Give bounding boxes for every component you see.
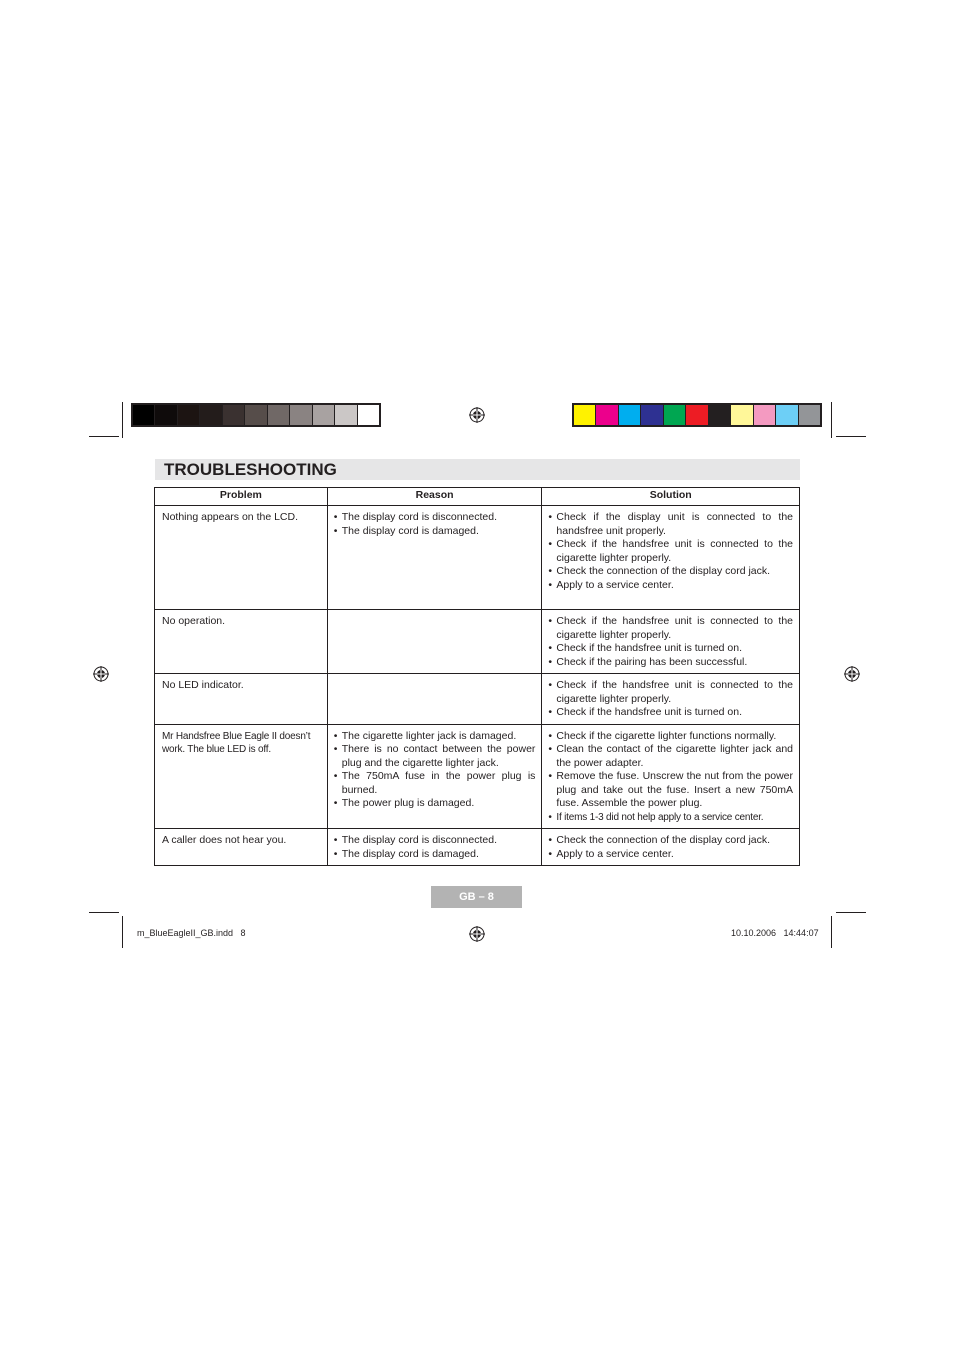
- reason-cell: [327, 674, 542, 725]
- solution-item: • Check if the handsfree unit is connected to the cigarette lighter properly.: [548, 615, 793, 642]
- solution-item: • Remove the fuse. Unscrew the nut from the power plug and take out the fuse. Insert a new 750mA fuse. Assemble the power plug.: [548, 770, 793, 811]
- problem-cell: Mr Handsfree Blue Eagle II doesn’t work. The blue LED is off.: [155, 724, 328, 829]
- reason-item: • The display cord is damaged.: [334, 848, 536, 862]
- color-swatch: [313, 405, 335, 425]
- crop-mark: [836, 436, 866, 437]
- color-swatch: [731, 405, 753, 425]
- solution-item: • Check if the handsfree unit is connected to the cigarette lighter properly.: [548, 679, 793, 706]
- solution-item: • Check if the display unit is connected to the handsfree unit properly.: [548, 511, 793, 538]
- color-swatch: [619, 405, 641, 425]
- solution-item: • Apply to a service center.: [548, 579, 793, 593]
- reason-cell: [327, 724, 542, 829]
- solution-item: • Check the connection of the display cord jack.: [548, 565, 793, 579]
- crop-mark: [122, 402, 123, 438]
- color-swatch: [245, 405, 267, 425]
- process-color-bar: [572, 403, 822, 427]
- reason-item: • The display cord is disconnected.: [334, 511, 536, 525]
- table-row: [155, 506, 800, 610]
- column-header-problem: Problem: [155, 488, 328, 506]
- solution-cell: [542, 610, 800, 674]
- table-row: [155, 829, 800, 866]
- solution-item: • Check if the handsfree unit is turned on.: [548, 642, 793, 656]
- problem-cell: No operation.: [155, 610, 328, 674]
- reason-item: • The cigarette lighter jack is damaged.: [334, 730, 536, 744]
- color-swatch: [664, 405, 686, 425]
- column-header-solution: Solution: [542, 488, 800, 506]
- page-number-badge: GB – 8: [431, 886, 522, 908]
- registration-mark-icon: [93, 666, 109, 682]
- crop-mark: [122, 916, 123, 948]
- reason-cell: [327, 829, 542, 866]
- reason-cell: [327, 506, 542, 610]
- color-swatch: [335, 405, 357, 425]
- solution-cell: [542, 724, 800, 829]
- reason-item: • The power plug is damaged.: [334, 797, 536, 811]
- problem-cell: A caller does not hear you.: [155, 829, 328, 866]
- solution-item: • If items 1-3 did not help apply to a service center.: [548, 811, 793, 825]
- color-swatch: [709, 405, 731, 425]
- color-swatch: [776, 405, 798, 425]
- color-swatch: [686, 405, 708, 425]
- crop-mark: [89, 436, 119, 437]
- section-title-band: [155, 459, 800, 480]
- color-swatch: [799, 405, 820, 425]
- crop-mark: [831, 916, 832, 948]
- table-row: [155, 674, 800, 725]
- color-swatch: [268, 405, 290, 425]
- color-swatch: [223, 405, 245, 425]
- reason-item: • The 750mA fuse in the power plug is burned.: [334, 770, 536, 797]
- solution-cell: [542, 829, 800, 866]
- registration-mark-icon: [844, 666, 860, 682]
- color-swatch: [596, 405, 618, 425]
- color-swatch: [358, 405, 379, 425]
- color-swatch: [641, 405, 663, 425]
- reason-item: • The display cord is disconnected.: [334, 834, 536, 848]
- reason-item: • There is no contact between the power plug and the cigarette lighter jack.: [334, 743, 536, 770]
- table-header-row: [155, 488, 800, 506]
- reason-cell: [327, 610, 542, 674]
- reason-item: • The display cord is damaged.: [334, 525, 536, 539]
- solution-item: • Check if the handsfree unit is turned on.: [548, 706, 793, 720]
- color-swatch: [155, 405, 177, 425]
- color-swatch: [200, 405, 222, 425]
- solution-cell: [542, 506, 800, 610]
- registration-mark-icon: [469, 407, 485, 423]
- color-swatch: [133, 405, 155, 425]
- color-swatch: [178, 405, 200, 425]
- solution-item: • Clean the contact of the cigarette lighter jack and the power adapter.: [548, 743, 793, 770]
- solution-cell: [542, 674, 800, 725]
- page-title: TROUBLESHOOTING: [164, 460, 337, 479]
- footer-filename: m_BlueEagleII_GB.indd 8: [137, 928, 246, 938]
- problem-cell: No LED indicator.: [155, 674, 328, 725]
- color-swatch: [290, 405, 312, 425]
- registration-mark-icon: [469, 926, 485, 942]
- grayscale-color-bar: [131, 403, 381, 427]
- solution-item: • Check if the pairing has been successful.: [548, 656, 793, 670]
- solution-item: • Check if the handsfree unit is connected to the cigarette lighter properly.: [548, 538, 793, 565]
- table-row: [155, 724, 800, 829]
- table-row: [155, 610, 800, 674]
- troubleshooting-table: [154, 487, 800, 866]
- solution-item: • Apply to a service center.: [548, 848, 793, 862]
- crop-mark: [836, 912, 866, 913]
- problem-cell: Nothing appears on the LCD.: [155, 506, 328, 610]
- color-swatch: [574, 405, 596, 425]
- color-swatch: [754, 405, 776, 425]
- solution-item: • Check if the cigarette lighter functions normally.: [548, 730, 793, 744]
- column-header-reason: Reason: [327, 488, 542, 506]
- crop-mark: [831, 402, 832, 438]
- crop-mark: [89, 912, 119, 913]
- solution-item: • Check the connection of the display cord jack.: [548, 834, 793, 848]
- footer-datetime: 10.10.2006 14:44:07: [731, 928, 819, 938]
